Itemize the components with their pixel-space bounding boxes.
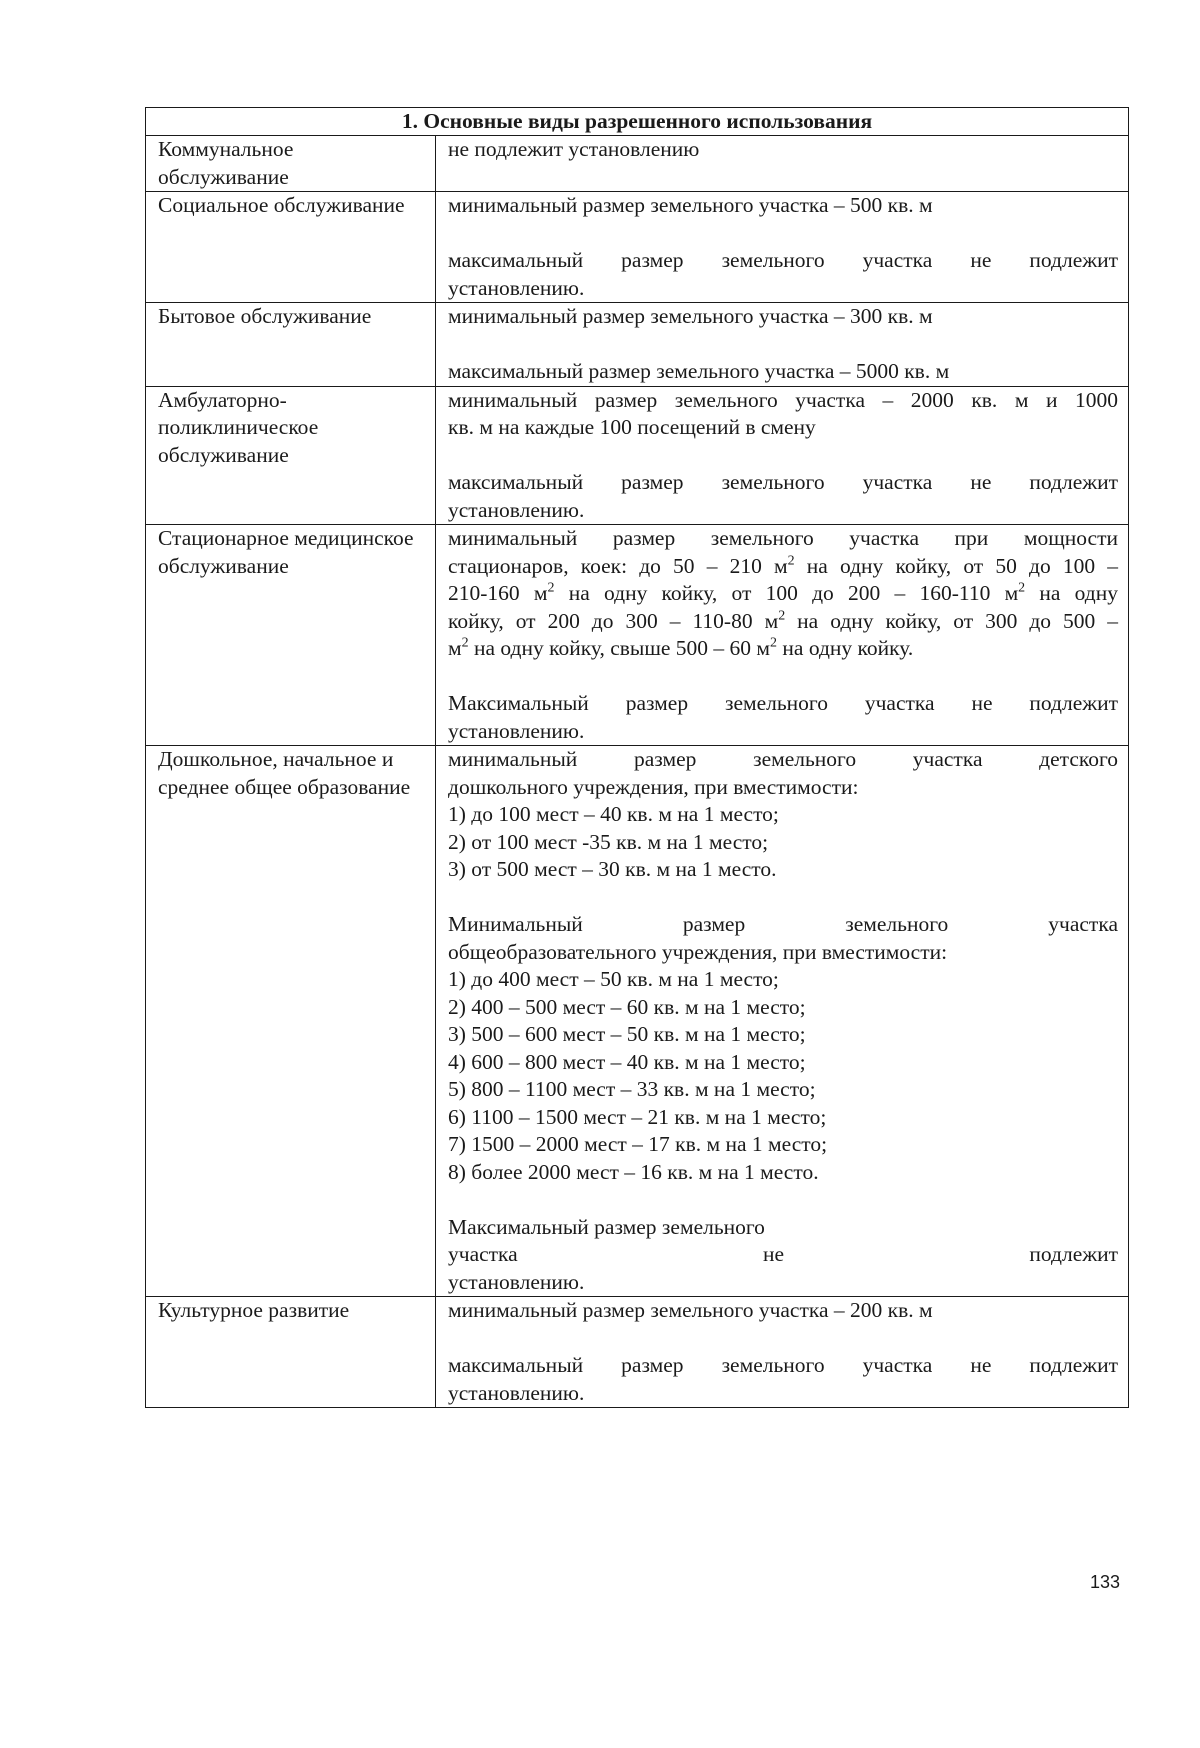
parameter-line: максимальный размер земельного участка не подлежит (448, 470, 1118, 494)
table-row (146, 1297, 1129, 1408)
parameter-paragraph (448, 469, 1118, 524)
parameter-line: Максимальный размер земельного (448, 1214, 765, 1239)
parameter-line: 210-160 $м^2$ на одну койку, от 100 до 200 – 160-110 $м^2$ на одну (448, 580, 1118, 605)
parameter-paragraph (448, 303, 1118, 331)
use-type-cell: Дошкольное, начальное и среднее общее образование (146, 746, 436, 1297)
parameters-cell (436, 1297, 1129, 1408)
parameter-line: 3) 500 – 600 мест – 50 кв. м на 1 место; (448, 1022, 806, 1046)
parameter-line: минимальный размер земельного участка – 300 кв. м (448, 304, 933, 328)
use-type-cell: Стационарное медицинское обслуживание (146, 525, 436, 746)
parameter-line: дошкольного учреждения, при вместимости: (448, 774, 859, 799)
parameter-line: установлению. (448, 1269, 585, 1294)
parameter-line: участка не подлежит (448, 1242, 1118, 1266)
table-row (146, 192, 1129, 303)
parameter-line: 3) от 500 мест – 30 кв. м на 1 место. (448, 857, 777, 881)
use-type-cell: Коммунальное обслуживание (146, 136, 436, 192)
parameter-line: 1) до 400 мест – 50 кв. м на 1 место; (448, 967, 779, 991)
parameter-line: 7) 1500 – 2000 мест – 17 кв. м на 1 место; (448, 1132, 828, 1156)
table-header-row (146, 108, 1129, 136)
table-title: 1. Основные виды разрешенного использования (146, 108, 1129, 136)
parameter-paragraph (448, 1297, 1118, 1325)
table-row (146, 303, 1129, 387)
parameter-line: стационаров, коек: до 50 – 210 $м^2$ на одну койку, от 50 до 100 – (448, 553, 1119, 578)
parameters-cell (436, 303, 1129, 387)
parameter-line: Максимальный размер земельного участка не подлежит (448, 691, 1118, 715)
parameter-line: максимальный размер земельного участка не подлежит (448, 1353, 1118, 1377)
parameter-paragraph (448, 746, 1118, 884)
table-row (146, 746, 1129, 1297)
parameter-line: 5) 800 – 1100 мест – 33 кв. м на 1 место; (448, 1077, 816, 1101)
parameters-cell (436, 746, 1129, 1297)
parameter-line: 2) от 100 мест -35 кв. м на 1 место; (448, 829, 769, 854)
use-type-cell: Социальное обслуживание (146, 192, 436, 303)
parameters-cell (436, 525, 1129, 746)
parameter-paragraph (448, 358, 1118, 386)
parameter-line: установлению. (448, 718, 585, 743)
parameter-line: $м^2$ на одну койку, свыше 500 – 60 $м^2$ на одну койку. (448, 635, 914, 660)
parameter-line: не подлежит установлению (448, 137, 700, 161)
table-row (146, 136, 1129, 192)
use-type-cell: Бытовое обслуживание (146, 303, 436, 387)
use-type-cell: Амбулаторно-поликлиническое обслуживание (146, 386, 436, 525)
page-number: 133 (1090, 1572, 1121, 1592)
parameter-paragraph (448, 1214, 1118, 1297)
parameter-paragraph (448, 136, 1118, 164)
parameter-line: 4) 600 – 800 мест – 40 кв. м на 1 место; (448, 1049, 806, 1074)
parameter-line: минимальный размер земельного участка детского (448, 747, 1118, 771)
parameter-line: минимальный размер земельного участка – 500 кв. м (448, 193, 933, 217)
parameter-paragraph (448, 387, 1118, 442)
parameter-line: установлению. (448, 497, 585, 522)
parameter-line: минимальный размер земельного участка при мощности (448, 526, 1118, 550)
parameter-line: установлению. (448, 275, 585, 300)
parameter-line: установлению. (448, 1380, 585, 1405)
parameter-line: 6) 1100 – 1500 мест – 21 кв. м на 1 место; (448, 1104, 827, 1129)
parameter-line: Минимальный размер земельного участка (448, 912, 1118, 936)
parameter-paragraph (448, 525, 1118, 663)
parameter-paragraph (448, 911, 1118, 1186)
parameter-paragraph (448, 192, 1118, 220)
table-body (146, 136, 1129, 1408)
parameter-line: койку, от 200 до 300 – 110-80 $м^2$ на одну койку, от 300 до 500 – (448, 608, 1118, 633)
parameter-paragraph (448, 1352, 1118, 1407)
parameter-line: кв. м на каждые 100 посещений в смену (448, 415, 816, 439)
table-row (146, 386, 1129, 525)
parameters-cell (436, 136, 1129, 192)
parameter-paragraph (448, 690, 1118, 745)
parameter-line: минимальный размер земельного участка – 2000 кв. м и 1000 (448, 387, 1118, 412)
parameter-line: максимальный размер земельного участка – 5000 кв. м (448, 359, 950, 383)
parameter-paragraph (448, 247, 1118, 302)
parameter-line: максимальный размер земельного участка не подлежит (448, 248, 1118, 272)
use-type-cell: Культурное развитие (146, 1297, 436, 1408)
parameter-line: 1) до 100 мест – 40 кв. м на 1 место; (448, 802, 779, 826)
parameter-line: 8) более 2000 мест – 16 кв. м на 1 место. (448, 1159, 819, 1184)
land-use-table (145, 107, 1129, 1408)
parameters-cell (436, 386, 1129, 525)
parameters-cell (436, 192, 1129, 303)
parameter-line: общеобразовательного учреждения, при вместимости: (448, 939, 948, 964)
parameter-line: минимальный размер земельного участка – 200 кв. м (448, 1298, 933, 1322)
table-row (146, 525, 1129, 746)
parameter-line: 2) 400 – 500 мест – 60 кв. м на 1 место; (448, 994, 806, 1019)
